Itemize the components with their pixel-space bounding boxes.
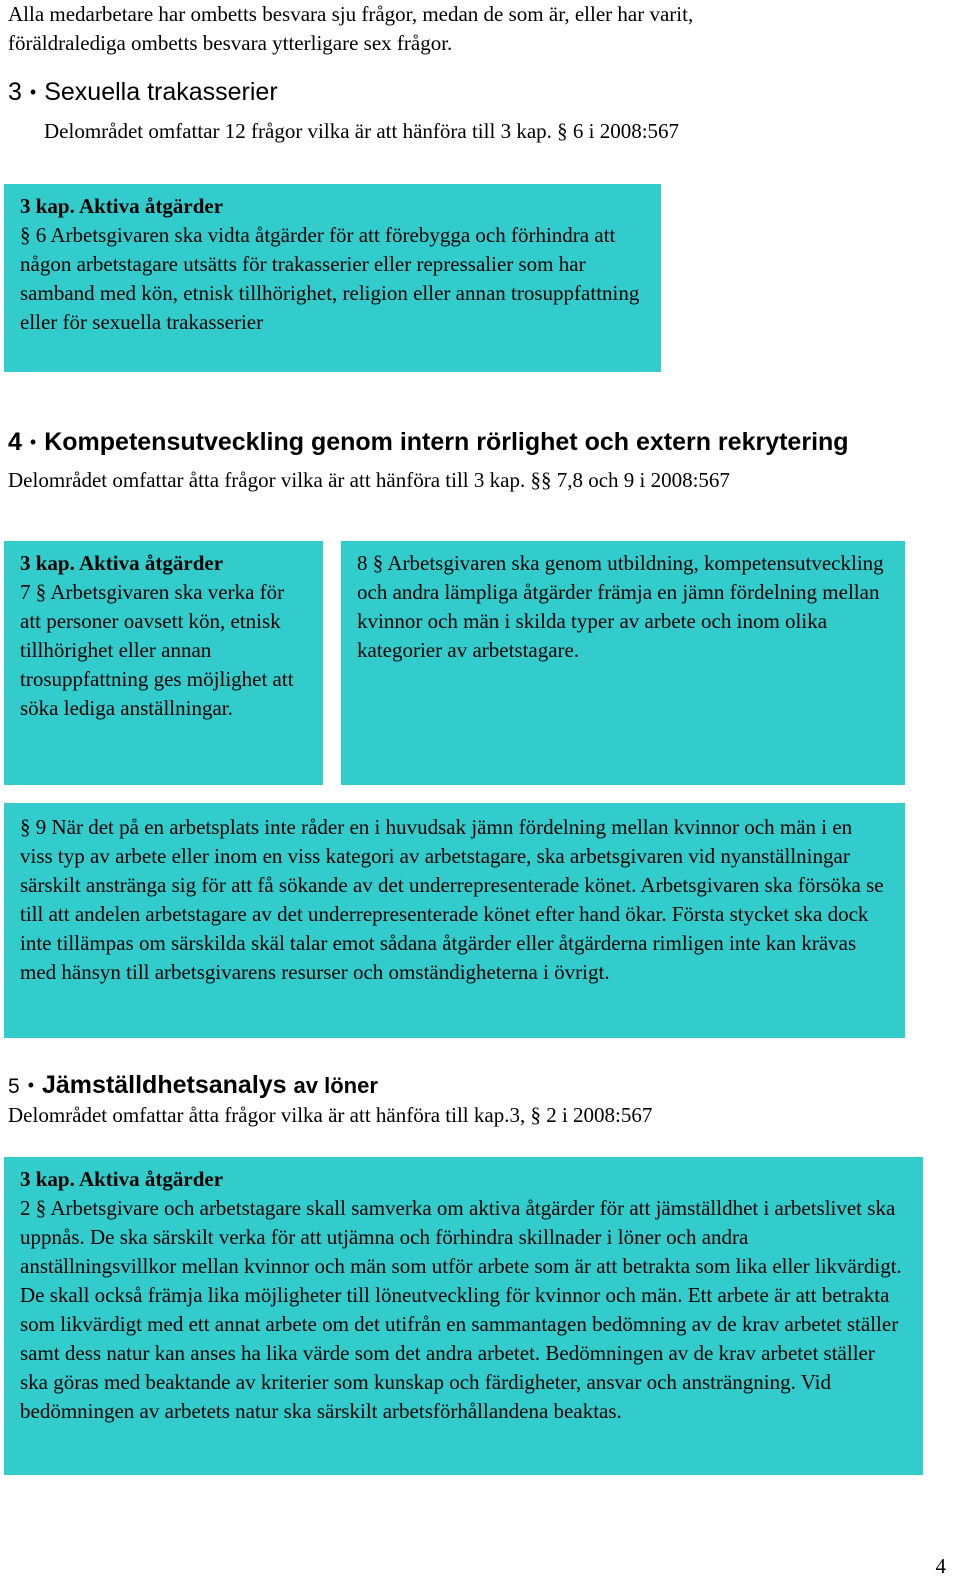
section-title: Kompetensutveckling genom intern rörlighet och extern rekrytering <box>44 428 849 456</box>
section-number: 3 <box>8 78 22 106</box>
chapter-ref: 3 kap. <box>20 1167 75 1191</box>
box-text: 7 § Arbetsgivaren ska verka för att personer oavsett kön, etnisk tillhörighet eller annan trosuppfattning ges möjlighet att söka lediga anställningar. <box>20 580 294 720</box>
section-title-rest: av löner <box>293 1073 378 1098</box>
intro-line-2: föräldralediga ombetts besvara ytterligare sex frågor. <box>8 31 453 55</box>
box-text: 8 § Arbetsgivaren ska genom utbildning, kompetensutveckling och andra lämpliga åtgärder främja en jämn fördelning mellan kvinnor och män i skilda typer av arbete och inom olika kategorier av arbetstagare. <box>357 551 884 662</box>
box-text: § 6 Arbetsgivaren ska vidta åtgärder för att förebygga och förhindra att någon arbetstagare utsätts för trakasserier eller repressalier som har samband med kön, etnisk tillhörighet, religion eller annan trosuppfattning eller för sexuella trakasserier <box>20 223 640 334</box>
box-heading: Aktiva åtgärder <box>78 194 224 218</box>
section-number: 5 <box>8 1075 20 1098</box>
section-title: Jämställdhetsanalys <box>42 1071 287 1099</box>
section-title: Sexuella trakasserier <box>44 78 278 106</box>
chapter-ref: 3 kap. <box>20 551 75 575</box>
section-number: 4 <box>8 428 22 456</box>
page-number: 4 <box>935 1554 946 1578</box>
box-text: § 9 När det på en arbetsplats inte råder en i huvudsak jämn fördelning mellan kvinnor och män i en viss typ av arbete eller inom en viss kategori av arbetstagare, ska arbetsgivaren vid nyanställningar särskilt anstränga sig för att få sökande av det underrepresenterade könet. Arbetsgivaren ska försöka se till att andelen arbetstagare av det underrepresenterade könet efter hand ökar. Första stycket ska dock inte tillämpas om särskilda skäl talar emot sådana åtgärder eller åtgärderna rimligen inte kan krävas med hänsyn till arbetsgivarens resurser och omständigheterna i övrigt. <box>20 815 884 984</box>
box-heading: Aktiva åtgärder <box>78 551 224 575</box>
box-heading: Aktiva åtgärder <box>78 1167 224 1191</box>
section-5-legal-box <box>4 1157 923 1475</box>
section-4-scope: Delområdet omfattar åtta frågor vilka är att hänföra till 3 kap. §§ 7,8 och 9 i 2008:567 <box>8 468 730 492</box>
section-5-heading <box>8 1069 378 1103</box>
bullet-icon: • <box>29 432 37 452</box>
section-3-scope: Delområdet omfattar 12 frågor vilka är att hänföra till 3 kap. § 6 i 2008:567 <box>44 119 680 143</box>
section-3-heading <box>8 76 278 110</box>
section-5-scope: Delområdet omfattar åtta frågor vilka är att hänföra till kap.3, § 2 i 2008:567 <box>8 1103 653 1127</box>
bullet-icon: • <box>27 1075 34 1095</box>
section-3-legal-box <box>4 184 661 372</box>
bullet-icon: • <box>29 82 37 102</box>
section-4-heading <box>8 426 849 460</box>
box-text: 2 § Arbetsgivare och arbetstagare skall samverka om aktiva åtgärder för att jämställdhet i arbetslivet ska uppnås. De ska särskilt verka för att utjämna och förhindra skillnader i löner och andra anställningsvillkor mellan kvinnor och män som utför arbete som är att betrakta som lika eller likvärdigt. De skall också främja lika möjligheter till löneutveckling för kvinnor och män. Ett arbete är att betrakta som likvärdigt med ett annat arbete om det utifrån en sammantagen bedömning av de krav arbetet ställer samt dess natur kan anses ha lika värde som det andra arbetet. Bedömningen av de krav arbetet ställer ska göras med beaktande av kriterier som kunskap och färdigheter, ansvar och ansträngning. Vid bedömningen av arbetets natur ska särskilt arbetsförhållandena beaktas. <box>20 1196 902 1423</box>
section-4-legal-box-right <box>341 541 905 785</box>
intro-line-1: Alla medarbetare har ombetts besvara sju frågor, medan de som är, eller har varit, <box>8 2 694 26</box>
section-4-legal-box-left <box>4 541 323 785</box>
chapter-ref: 3 kap. <box>20 194 75 218</box>
intro-paragraph <box>8 0 693 58</box>
section-4-legal-box-wide <box>4 803 905 1038</box>
